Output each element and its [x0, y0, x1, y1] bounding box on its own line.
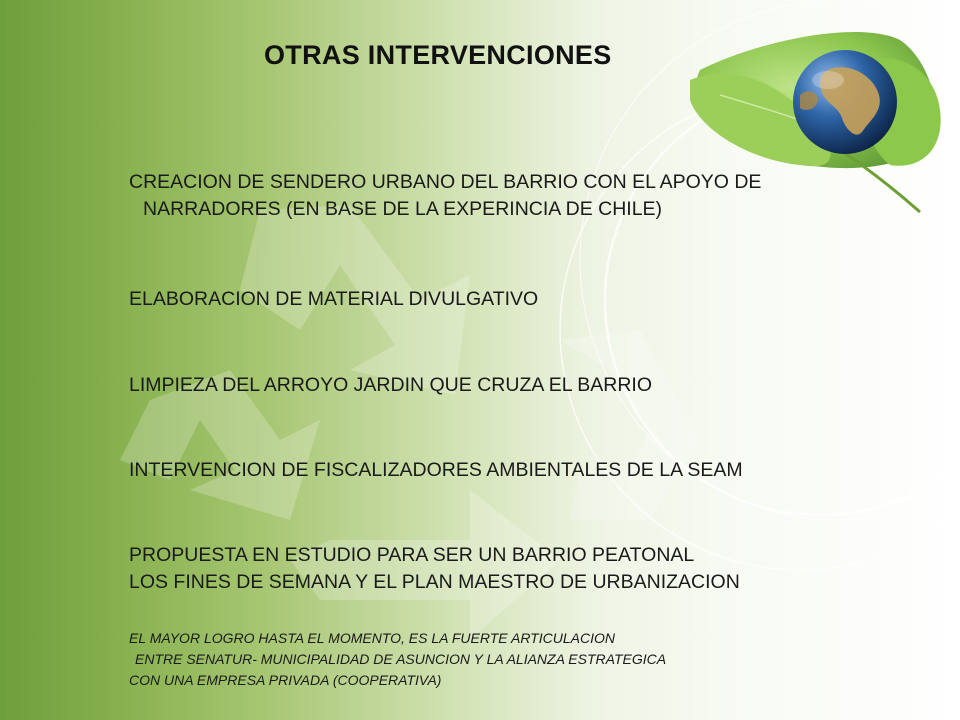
- note-line: ENTRE SENATUR- MUNICIPALIDAD DE ASUNCION Y LA ALIANZA ESTRATEGICA: [135, 651, 667, 667]
- item-line: ELABORACION DE MATERIAL DIVULGATIVO: [129, 288, 539, 310]
- list-item: [129, 542, 740, 596]
- note-line: CON UNA EMPRESA PRIVADA (COOPERATIVA): [129, 672, 442, 688]
- list-item: [129, 372, 652, 399]
- list-item: [129, 169, 761, 223]
- item-line: INTERVENCION DE FISCALIZADORES AMBIENTALES DE LA SEAM: [129, 459, 743, 481]
- list-item: [129, 457, 743, 484]
- note-line: EL MAYOR LOGRO HASTA EL MOMENTO, ES LA FUERTE ARTICULACION: [129, 630, 615, 646]
- slide-title: OTRAS INTERVENCIONES: [264, 40, 612, 70]
- item-line: LIMPIEZA DEL ARROYO JARDIN QUE CRUZA EL BARRIO: [129, 374, 653, 396]
- item-line: PROPUESTA EN ESTUDIO PARA SER UN BARRIO PEATONAL: [129, 544, 695, 566]
- closing-note: [129, 628, 666, 691]
- list-item: [129, 286, 538, 313]
- item-line: NARRADORES (EN BASE DE LA EXPERINCIA DE CHILE): [143, 198, 663, 220]
- item-line: LOS FINES DE SEMANA Y EL PLAN MAESTRO DE URBANIZACION: [129, 571, 740, 593]
- item-line: CREACION DE SENDERO URBANO DEL BARRIO CON EL APOYO DE: [129, 171, 762, 193]
